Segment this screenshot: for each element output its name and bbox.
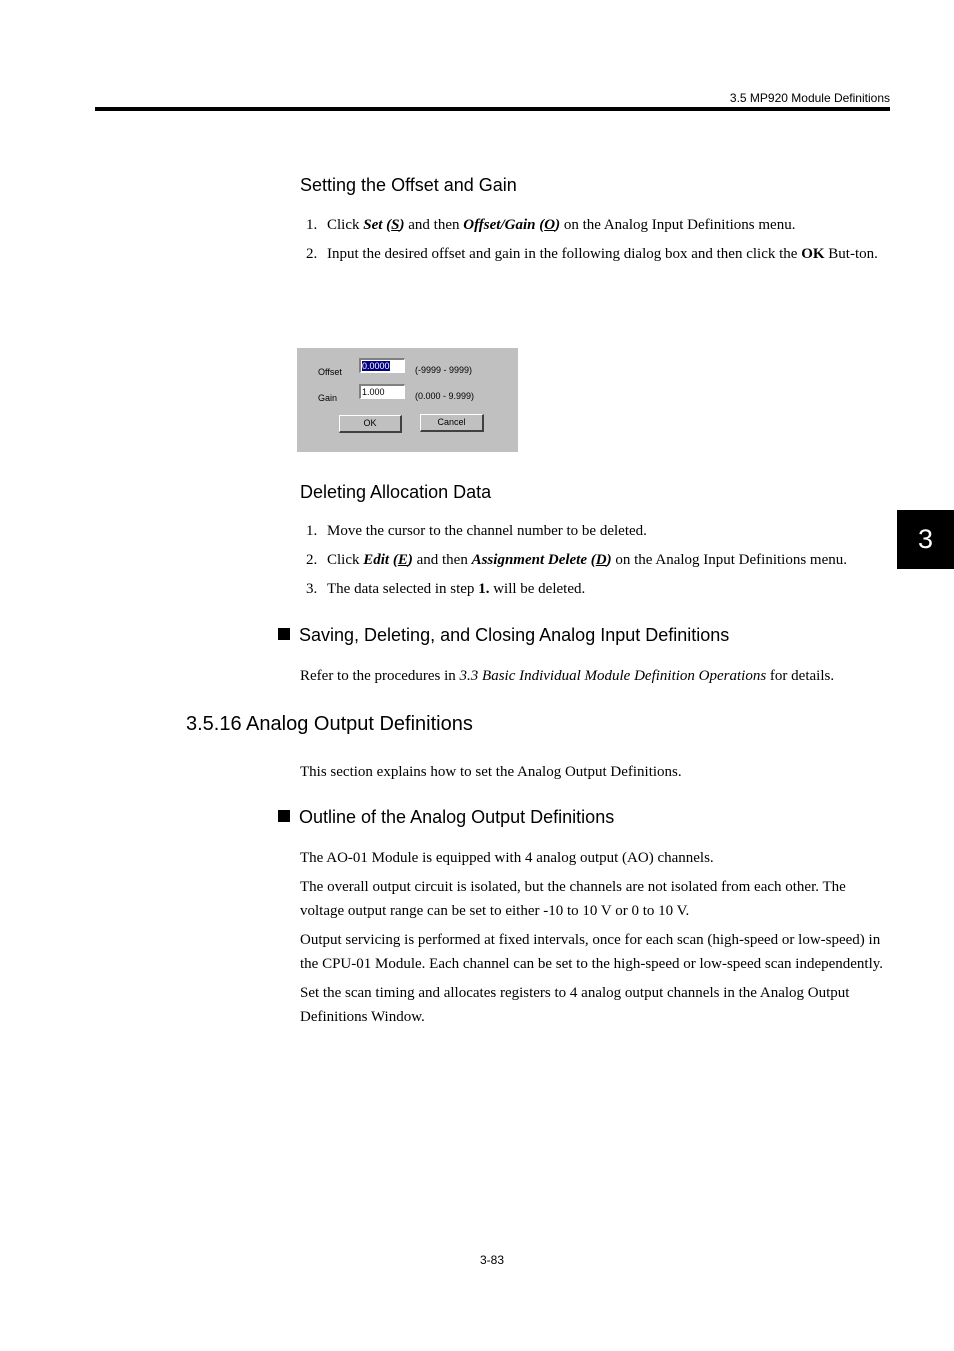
gain-label: Gain — [318, 393, 338, 403]
running-header: 3.5 MP920 Module Definitions — [729, 91, 890, 105]
offset-range: (-9999 - 9999) — [415, 365, 473, 375]
subheading-deleting: Deleting Allocation Data — [300, 482, 492, 502]
saving-paragraph: Refer to the procedures in 3.3 Basic Individual Module Definition Operations for details. — [300, 668, 835, 684]
section-heading: 3.5.16 Analog Output Definitions — [186, 713, 473, 735]
cancel-button[interactable]: Cancel — [420, 414, 484, 432]
deleting-steps — [300, 519, 892, 606]
ok-button[interactable]: OK — [339, 415, 402, 433]
gain-input[interactable]: 1.000 — [359, 384, 405, 399]
outline-paragraph: The overall output circuit is isolated, but the channels are not isolated from each other. The voltage output range can be set to either -10 to 10 V or 0 to 10 V. — [300, 879, 846, 919]
outline-paragraph: Output servicing is performed at fixed intervals, once for each scan (high-speed or low-speed) in the CPU-01 Module. Each channel can be set to the high-speed or low-speed scan independently. — [300, 932, 884, 972]
step-item: 3. The data selected in step 1. will be deleted. — [306, 581, 586, 597]
step-item: 1. Click Set (S) and then Offset/Gain (O) on the Analog Input Definitions menu. — [306, 217, 796, 233]
offset-gain-dialog — [297, 348, 518, 452]
outline-paragraph: Set the scan timing and allocates registers to 4 analog output channels in the Analog Output Definitions Window. — [300, 985, 850, 1025]
heading-outline: Outline of the Analog Output Definitions — [278, 807, 614, 828]
offset-input[interactable]: 0.0000 — [359, 358, 405, 373]
outline-paragraph: The AO-01 Module is equipped with 4 analog output (AO) channels. — [300, 850, 714, 866]
header-rule — [95, 107, 890, 111]
gain-range: (0.000 - 9.999) — [415, 391, 475, 401]
offset-label: Offset — [318, 367, 342, 377]
step-item: 2. Input the desired offset and gain in the following dialog box and then click the OK But-ton. — [306, 246, 878, 262]
step-item: 2. Click Edit (E) and then Assignment Delete (D) on the Analog Input Definitions menu. — [306, 552, 847, 568]
square-bullet-icon — [278, 628, 290, 640]
step-item: 1. Move the cursor to the channel number to be deleted. — [306, 523, 647, 539]
offset-gain-steps — [300, 213, 892, 271]
square-bullet-icon — [278, 810, 290, 822]
section-intro: This section explains how to set the Analog Output Definitions. — [300, 764, 682, 780]
heading-saving: Saving, Deleting, and Closing Analog Input Definitions — [278, 625, 729, 646]
page-number: 3-83 — [479, 1253, 505, 1267]
chapter-tab: 3 — [897, 510, 954, 569]
subheading-offset-gain: Setting the Offset and Gain — [300, 175, 517, 195]
outline-paragraphs — [300, 846, 892, 1034]
